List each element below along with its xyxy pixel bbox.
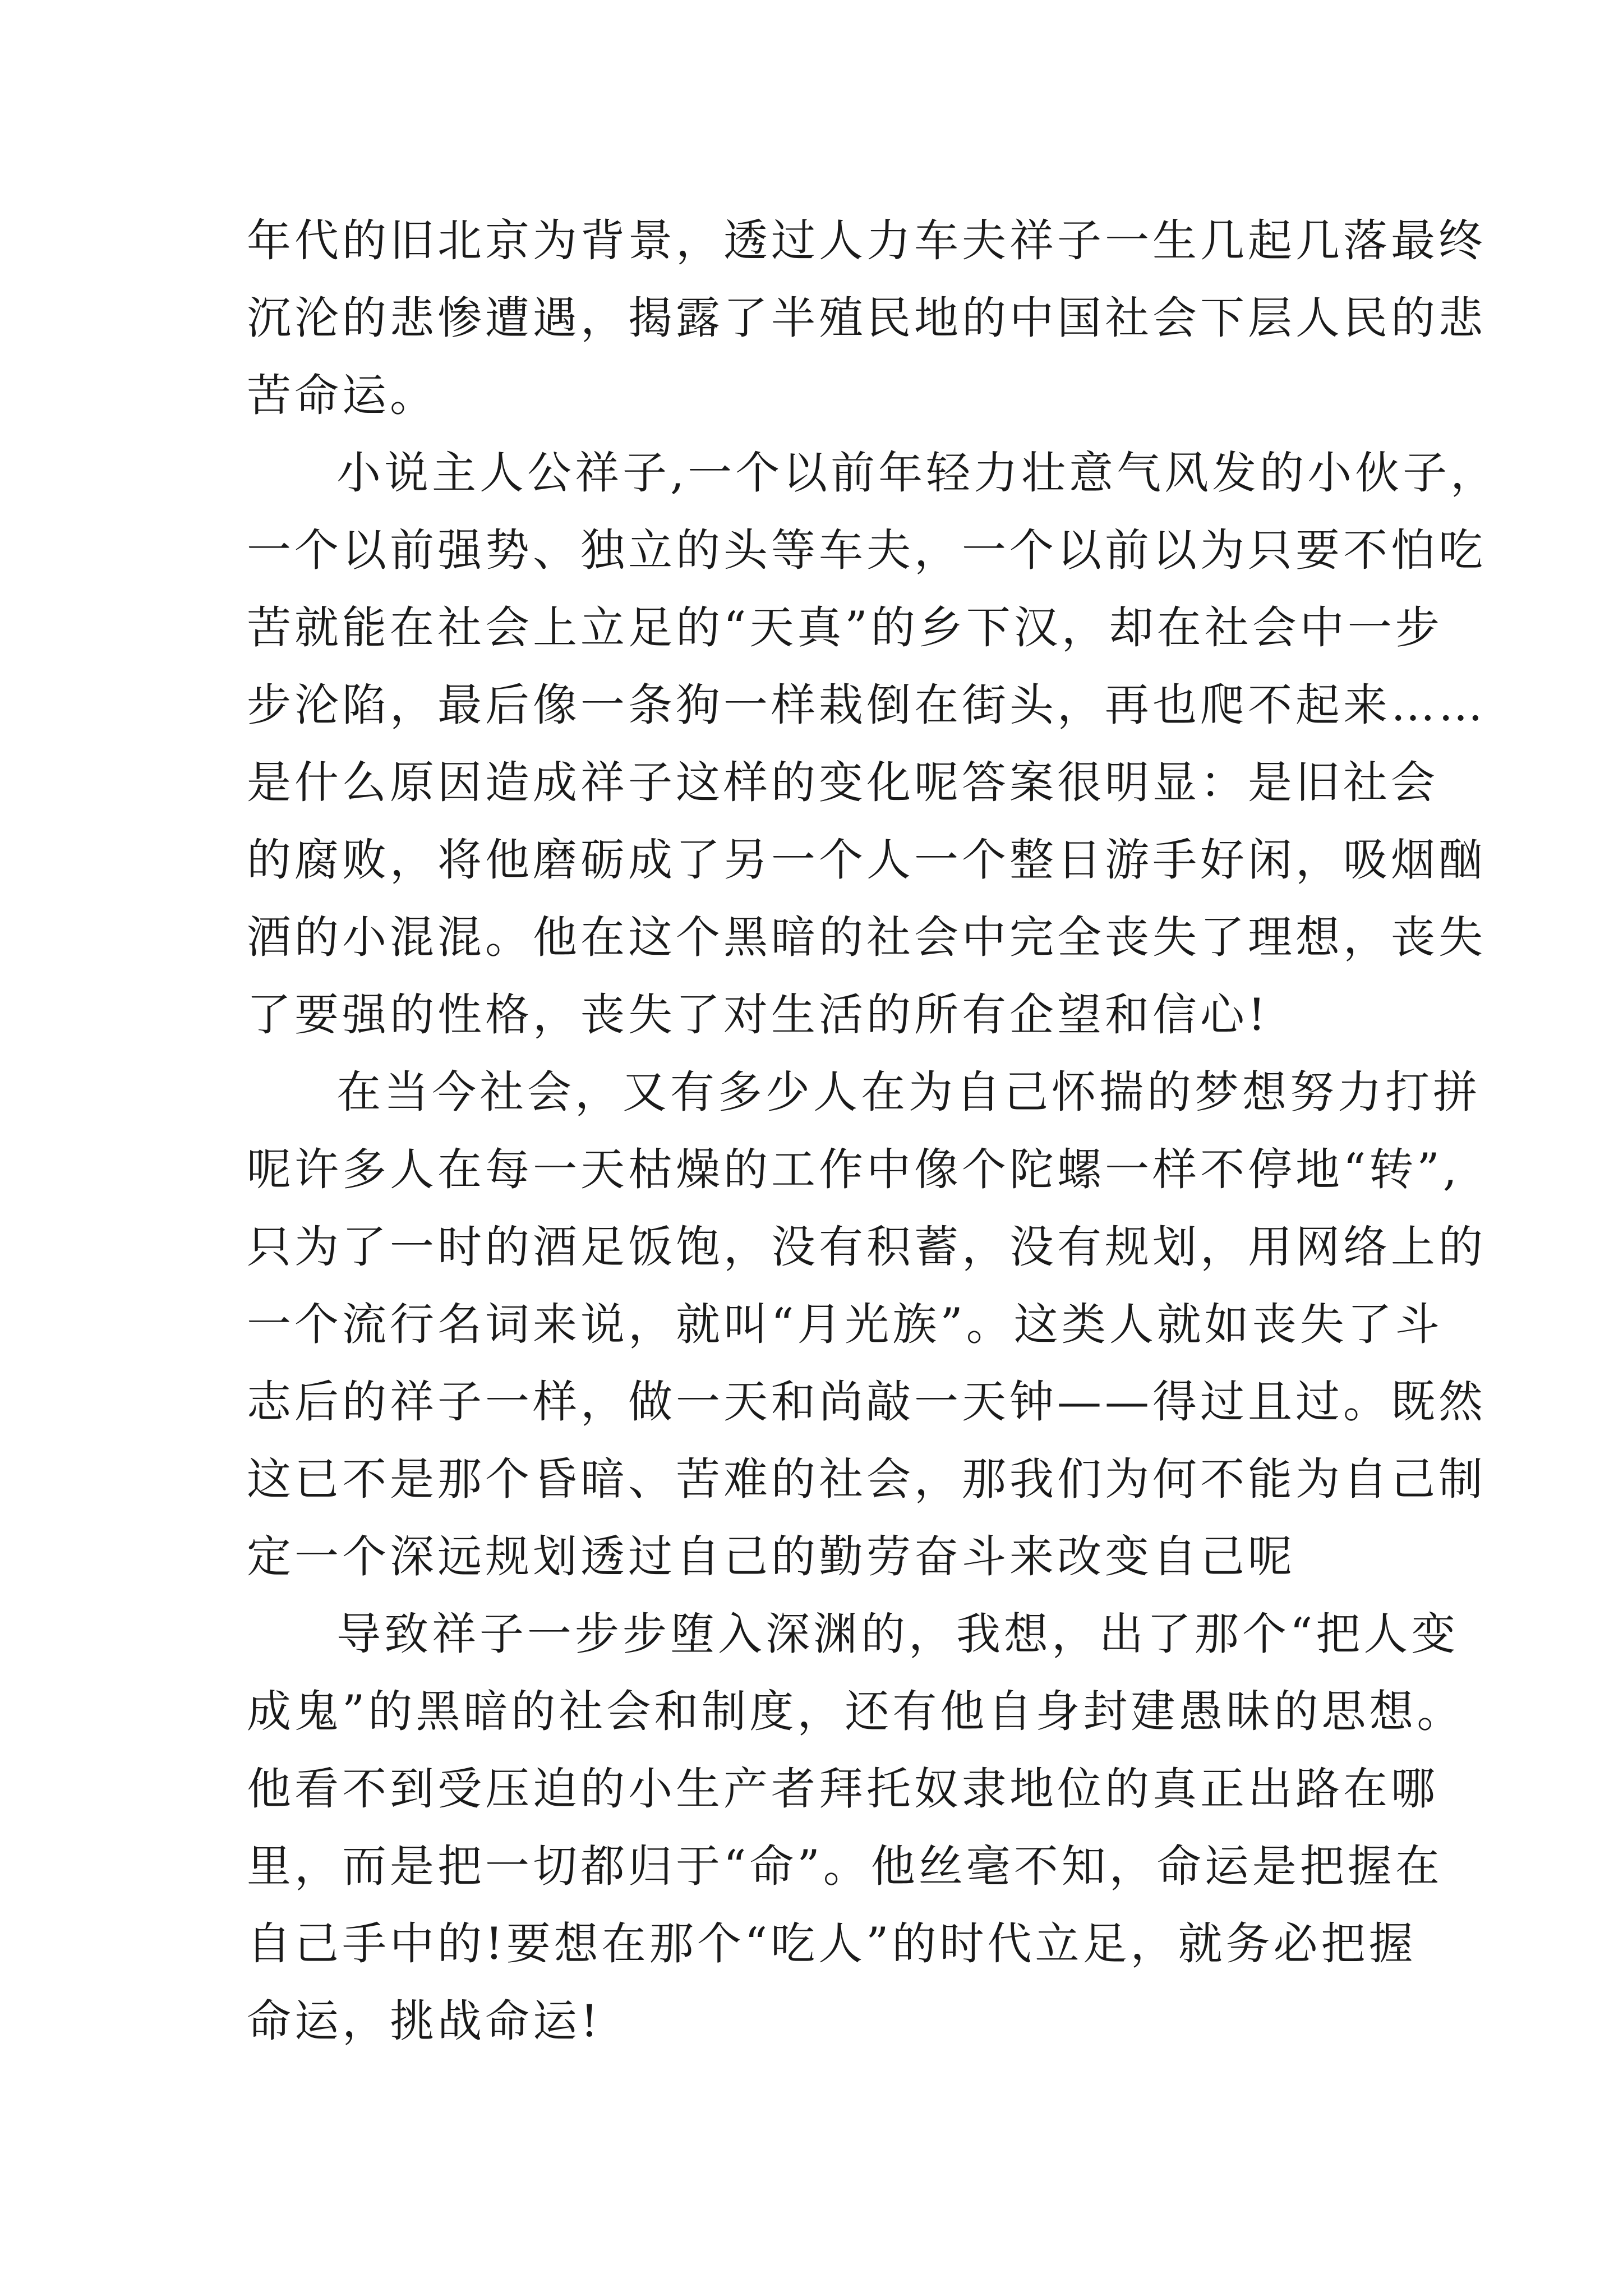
text-line: 里，而是把一切都归于“命”。他丝毫不知，命运是把握在: [247, 1841, 1443, 1892]
text-line: 呢许多人在每一天枯燥的工作中像个陀螺一样不停地“转”,: [247, 1144, 1460, 1195]
paragraph-first-line: 导致祥子一步步堕入深渊的，我想，出了那个“把人变: [336, 1608, 1459, 1660]
text-line: 苦命运。: [247, 370, 437, 421]
text-line: 了要强的性格，丧失了对生活的所有企望和信心!: [247, 989, 1269, 1041]
text-line: 沉沦的悲惨遭遇，揭露了半殖民地的中国社会下层人民的悲: [247, 292, 1486, 344]
text-line: 一个流行名词来说，就叫“月光族”。这类人就如丧失了斗: [247, 1299, 1443, 1350]
text-line: 自己手中的!要想在那个“吃人”的时代立足，就务必把握: [247, 1918, 1417, 1970]
text-line: 苦就能在社会上立足的“天真”的乡下汉，却在社会中一步: [247, 602, 1443, 654]
text-line: 定一个深远规划透过自己的勤劳奋斗来改变自己呢: [247, 1531, 1295, 1582]
text-line: 酒的小混混。他在这个黑暗的社会中完全丧失了理想，丧失: [247, 912, 1486, 963]
paragraph-first-line: 小说主人公祥子,一个以前年轻力壮意气风发的小伙子，: [336, 447, 1498, 499]
essay-body: [247, 202, 1498, 2060]
text-line: 这已不是那个昏暗、苦难的社会，那我们为何不能为自己制: [247, 1453, 1486, 1505]
text-line: 命运，挑战命运!: [247, 1995, 602, 2047]
paragraph-first-line: 在当今社会，又有多少人在为自己怀揣的梦想努力打拼: [336, 1066, 1481, 1118]
text-line: 只为了一时的酒足饭饱，没有积蓄，没有规划，用网络上的: [247, 1221, 1486, 1273]
text-line: 成鬼”的黑暗的社会和制度，还有他自身封建愚昧的思想。: [247, 1686, 1465, 1737]
text-line: 年代的旧北京为背景，透过人力车夫祥子一生几起几落最终: [247, 215, 1486, 266]
text-line: 是什么原因造成祥子这样的变化呢答案很明显：是旧社会: [247, 757, 1438, 808]
text-line: 步沦陷，最后像一条狗一样栽倒在街头，再也爬不起来……: [247, 679, 1486, 731]
text-line: 志后的祥子一样，做一天和尚敲一天钟——得过且过。既然: [247, 1376, 1486, 1428]
text-line: 他看不到受压迫的小生产者拜托奴隶地位的真正出路在哪: [247, 1763, 1438, 1815]
text-line: 的腐败，将他磨砺成了另一个人一个整日游手好闲，吸烟酗: [247, 834, 1486, 886]
text-line: 一个以前强势、独立的头等车夫，一个以前以为只要不怕吃: [247, 524, 1486, 576]
